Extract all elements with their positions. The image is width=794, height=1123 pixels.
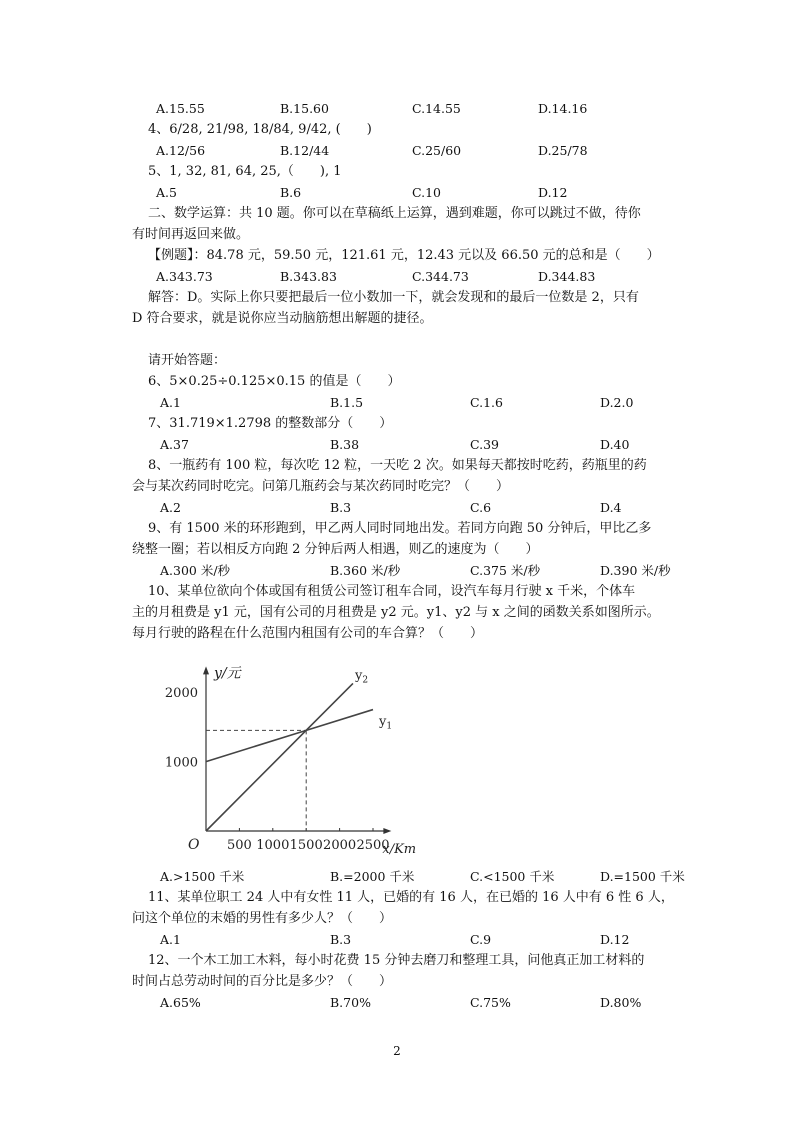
answer-option: C.75%	[470, 995, 511, 1010]
answer-option: B.3	[330, 500, 352, 515]
answer-option: A.2	[160, 500, 181, 515]
y-axis-label: y/元	[214, 665, 241, 682]
answer-option: C.25/60	[412, 143, 462, 158]
question-line: 10、某单位欲向个体或国有租赁公司签订租车合同，设汽车每月行驶 x 千米，个体车	[148, 584, 636, 599]
question-line: 4、6/28, 21/98, 18/84, 9/42, ( )	[148, 122, 372, 137]
x-tick-label: 2000	[323, 838, 357, 853]
x-axis-arrow	[383, 828, 391, 834]
answer-option: C.344.73	[412, 269, 469, 284]
answer-option: B.=2000 千米	[330, 869, 415, 884]
answer-option: A.37	[160, 437, 189, 452]
answer-option: B.360 米/秒	[330, 563, 401, 578]
x-axis-label: x/Km	[382, 842, 417, 857]
question-line: 5、1, 32, 81, 64, 25,（ ), 1	[148, 164, 342, 179]
answer-option: B.6	[280, 185, 302, 200]
answer-option: B.1.5	[330, 395, 364, 410]
answer-option: A.15.55	[156, 101, 205, 116]
x-tick-label: 1500	[289, 838, 323, 853]
question-line: 11、某单位职工 24 人中有女性 11 人，已婚的有 16 人，在已婚的 16 人中有 6 性 6 人，	[148, 890, 674, 905]
question-line: 会与某次药同时吃完。问第几瓶药会与某次药同时吃完？（ ）	[132, 479, 510, 494]
question-line: 绕整一圈；若以相反方向跑 2 分钟后两人相遇，则乙的速度为（ ）	[132, 542, 539, 557]
question-line: 7、31.719×1.2798 的整数部分（ ）	[148, 416, 393, 431]
answer-option: C.375 米/秒	[470, 563, 541, 578]
answer-option: D.40	[600, 437, 630, 452]
question-line: 有时间再返回来做。	[132, 227, 250, 242]
question-line: 每月行驶的路程在什么范围内租国有公司的车合算？（ ）	[132, 626, 484, 641]
question-line: 9、有 1500 米的环形跑到，甲乙两人同时同地出发。若同方向跑 50 分钟后，甲比乙多	[148, 521, 652, 536]
series-line-y2	[206, 683, 353, 831]
answer-option: A.1	[160, 395, 181, 410]
answer-option: D.390 米/秒	[600, 563, 671, 578]
answer-option: A.300 米/秒	[160, 563, 231, 578]
function-chart	[150, 660, 420, 860]
page-number: 2	[393, 1044, 401, 1058]
origin-label: O	[188, 837, 200, 853]
series-label-y1: $y_1$	[379, 714, 393, 732]
question-line: 主的月租费是 y1 元，国有公司的月租费是 y2 元。y1、y2 与 x 之间的函数关系如图所示。	[132, 605, 660, 620]
y-tick-label: 2000	[164, 686, 198, 702]
answer-option: D.344.83	[538, 269, 596, 284]
answer-option: A.65%	[160, 995, 201, 1010]
answer-option: A.5	[156, 185, 177, 200]
answer-option: C.14.55	[412, 101, 461, 116]
answer-option: D.=1500 千米	[600, 869, 685, 884]
answer-option: D.25/78	[538, 143, 588, 158]
y-axis-arrow	[203, 666, 209, 674]
answer-option: C.10	[412, 185, 441, 200]
answer-option: B.38	[330, 437, 360, 452]
question-line: 问这个单位的末婚的男性有多少人？（ ）	[132, 911, 393, 926]
answer-option: D.12	[600, 932, 630, 947]
start-prompt: 请开始答题：	[148, 353, 227, 368]
answer-option: D.4	[600, 500, 622, 515]
x-tick-label: 1000	[256, 838, 290, 853]
answer-option: B.343.83	[280, 269, 337, 284]
answer-option: C.39	[470, 437, 499, 452]
answer-option: D.12	[538, 185, 568, 200]
x-tick-label: 500	[226, 838, 252, 853]
answer-option: C.9	[470, 932, 492, 947]
example-answer: 解答：D。实际上你只要把最后一位小数加一下，就会发现和的最后一位数是 2，只有	[148, 290, 639, 305]
x-tick-label: 2500	[356, 838, 390, 853]
example-question: 【例题】：84.78 元，59.50 元，121.61 元，12.43 元以及 66.50 元的总和是（ ）	[148, 248, 660, 263]
answer-option: A.1	[160, 932, 181, 947]
answer-option: A.12/56	[156, 143, 206, 158]
series-line-y1	[206, 710, 373, 762]
answer-option: B.70%	[330, 995, 371, 1010]
answer-option: B.15.60	[280, 101, 329, 116]
y-tick-label: 1000	[164, 755, 198, 771]
answer-option: D.80%	[600, 995, 642, 1010]
answer-option: A.343.73	[156, 269, 213, 284]
section-heading: 二、数学运算：共 10 题。你可以在草稿纸上运算，遇到难题，你可以跳过不做，待你	[148, 206, 641, 221]
question-line: 6、5×0.25÷0.125×0.15 的值是（ ）	[148, 374, 401, 389]
answer-option: D.2.0	[600, 395, 634, 410]
answer-option: C.6	[470, 500, 492, 515]
question-line: 12、一个木工加工木料，每小时花费 15 分钟去磨刀和整理工具，问他真正加工材料的	[148, 953, 645, 968]
question-line: D 符合要求，就是说你应当动脑筋想出解题的捷径。	[132, 311, 433, 326]
question-line: 8、一瓶药有 100 粒，每次吃 12 粒，一天吃 2 次。如果每天都按时吃药，药瓶里的药	[148, 458, 647, 473]
answer-option: B.3	[330, 932, 352, 947]
answer-option: D.14.16	[538, 101, 588, 116]
series-label-y2: $y_2$	[354, 668, 369, 686]
answer-option: C.1.6	[470, 395, 503, 410]
answer-option: A.>1500 千米	[160, 869, 245, 884]
question-line: 时间占总劳动时间的百分比是多少？（ ）	[132, 974, 393, 989]
answer-option: C.<1500 千米	[470, 869, 555, 884]
answer-option: B.12/44	[280, 143, 330, 158]
